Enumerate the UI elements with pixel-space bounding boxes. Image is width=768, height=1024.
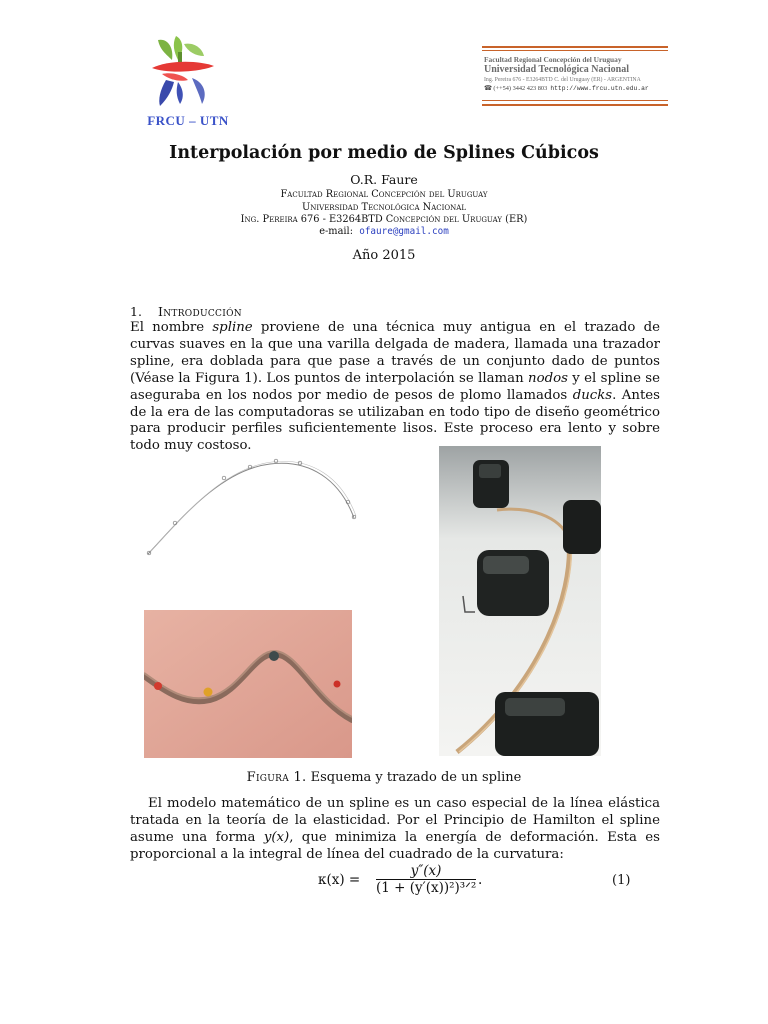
- spline-photo-ducks: [439, 446, 601, 756]
- header-rule-bottom: [482, 104, 668, 106]
- equation-period: .: [478, 872, 483, 888]
- equation-denominator: (1 + (y′(x))²)³ᐟ²: [376, 880, 477, 896]
- section-title: Introducción: [158, 304, 242, 319]
- equation-number: (1): [612, 873, 631, 888]
- curvature-equation: [318, 863, 483, 896]
- text-run: proviene de una técnica muy antigua en el trazado de curvas suaves en la que una varilla delgada de madera, llamada una trazador spline, era doblada para que pase a través de un conjunto dado de puntos (Véase la Figura 1). Los puntos de interpolación se llaman: [130, 320, 661, 386]
- text-run: y el spline se aseguraba en los nodos por medio de pesos de plomo llamados: [130, 370, 660, 403]
- institution-contact: [484, 85, 649, 92]
- section-number: 1.: [130, 304, 142, 319]
- emphasis-nodos: nodos: [528, 370, 568, 386]
- equation-lhs: κ(x) =: [318, 872, 361, 888]
- text-run: El nombre: [130, 320, 213, 335]
- paper-title: Interpolación por medio de Splines Cúbicos: [169, 143, 599, 163]
- affiliation-university: Universidad Tecnológica Nacional: [302, 202, 466, 213]
- model-paragraph: [130, 796, 660, 864]
- equation-fraction: [376, 864, 476, 895]
- header-rule-top: [482, 46, 668, 48]
- logo-caption: FRCU – UTN: [147, 113, 229, 128]
- email-link[interactable]: ofaure@gmail.com: [359, 226, 449, 237]
- emphasis-ducks: ducks: [572, 387, 613, 403]
- math-yx: y(x): [263, 829, 290, 845]
- emphasis-spline: spline: [212, 320, 253, 335]
- email-label: e-mail:: [319, 226, 353, 237]
- equation-numerator: y″(x): [410, 863, 442, 879]
- institution-university: Universidad Tecnológica Nacional: [484, 64, 630, 75]
- text-run: El modelo matemático de un spline es un caso especial de la línea elástica tratada en la teoría de la elasticidad. Por el Principio de Hamilton el spline asume una forma: [130, 796, 660, 845]
- header-rule-bottom-thin: [482, 100, 668, 101]
- figure-label: Figura 1.: [246, 770, 307, 785]
- intro-paragraph: [130, 320, 660, 455]
- affiliation-faculty: Facultad Regional Concepción del Uruguay: [280, 189, 488, 200]
- publication-year: Año 2015: [352, 248, 416, 263]
- text-run: , que minimiza la energía de deformación. Esta es proporcional a la integral de línea del cuadrado de la curvatura:: [130, 829, 660, 862]
- spline-photo-pink: [144, 610, 352, 758]
- figure-caption-text: Esquema y trazado de un spline: [310, 770, 522, 785]
- header-rule-top-thin: [482, 50, 668, 51]
- institution-address: Ing. Pereira 676 - E3264BTD C. del Uruguay (ER) - ARGENTINA: [484, 77, 641, 83]
- institution-faculty: Facultad Regional Concepción del Uruguay: [484, 55, 622, 64]
- spline-sketch-figure: [140, 450, 362, 565]
- text-run: . Antes de la era de las computadoras se utilizaban en todo tipo de diseño geométrico para producir perfiles suficientemente lisos. Este proceso era lento y sobre todo muy costoso.: [130, 387, 660, 454]
- affiliation-address: Ing. Pereira 676 - E3264BTD Concepción del Uruguay (ER): [240, 214, 528, 225]
- author-name: O.R. Faure: [350, 172, 418, 187]
- figure-caption: [0, 770, 768, 785]
- institution-url[interactable]: http://www.frcu.utn.edu.ar: [550, 85, 649, 92]
- email-line: [0, 226, 768, 237]
- frcu-logo: [148, 34, 220, 110]
- phone-text: ☎ (++54) 3442 423 803: [484, 85, 548, 92]
